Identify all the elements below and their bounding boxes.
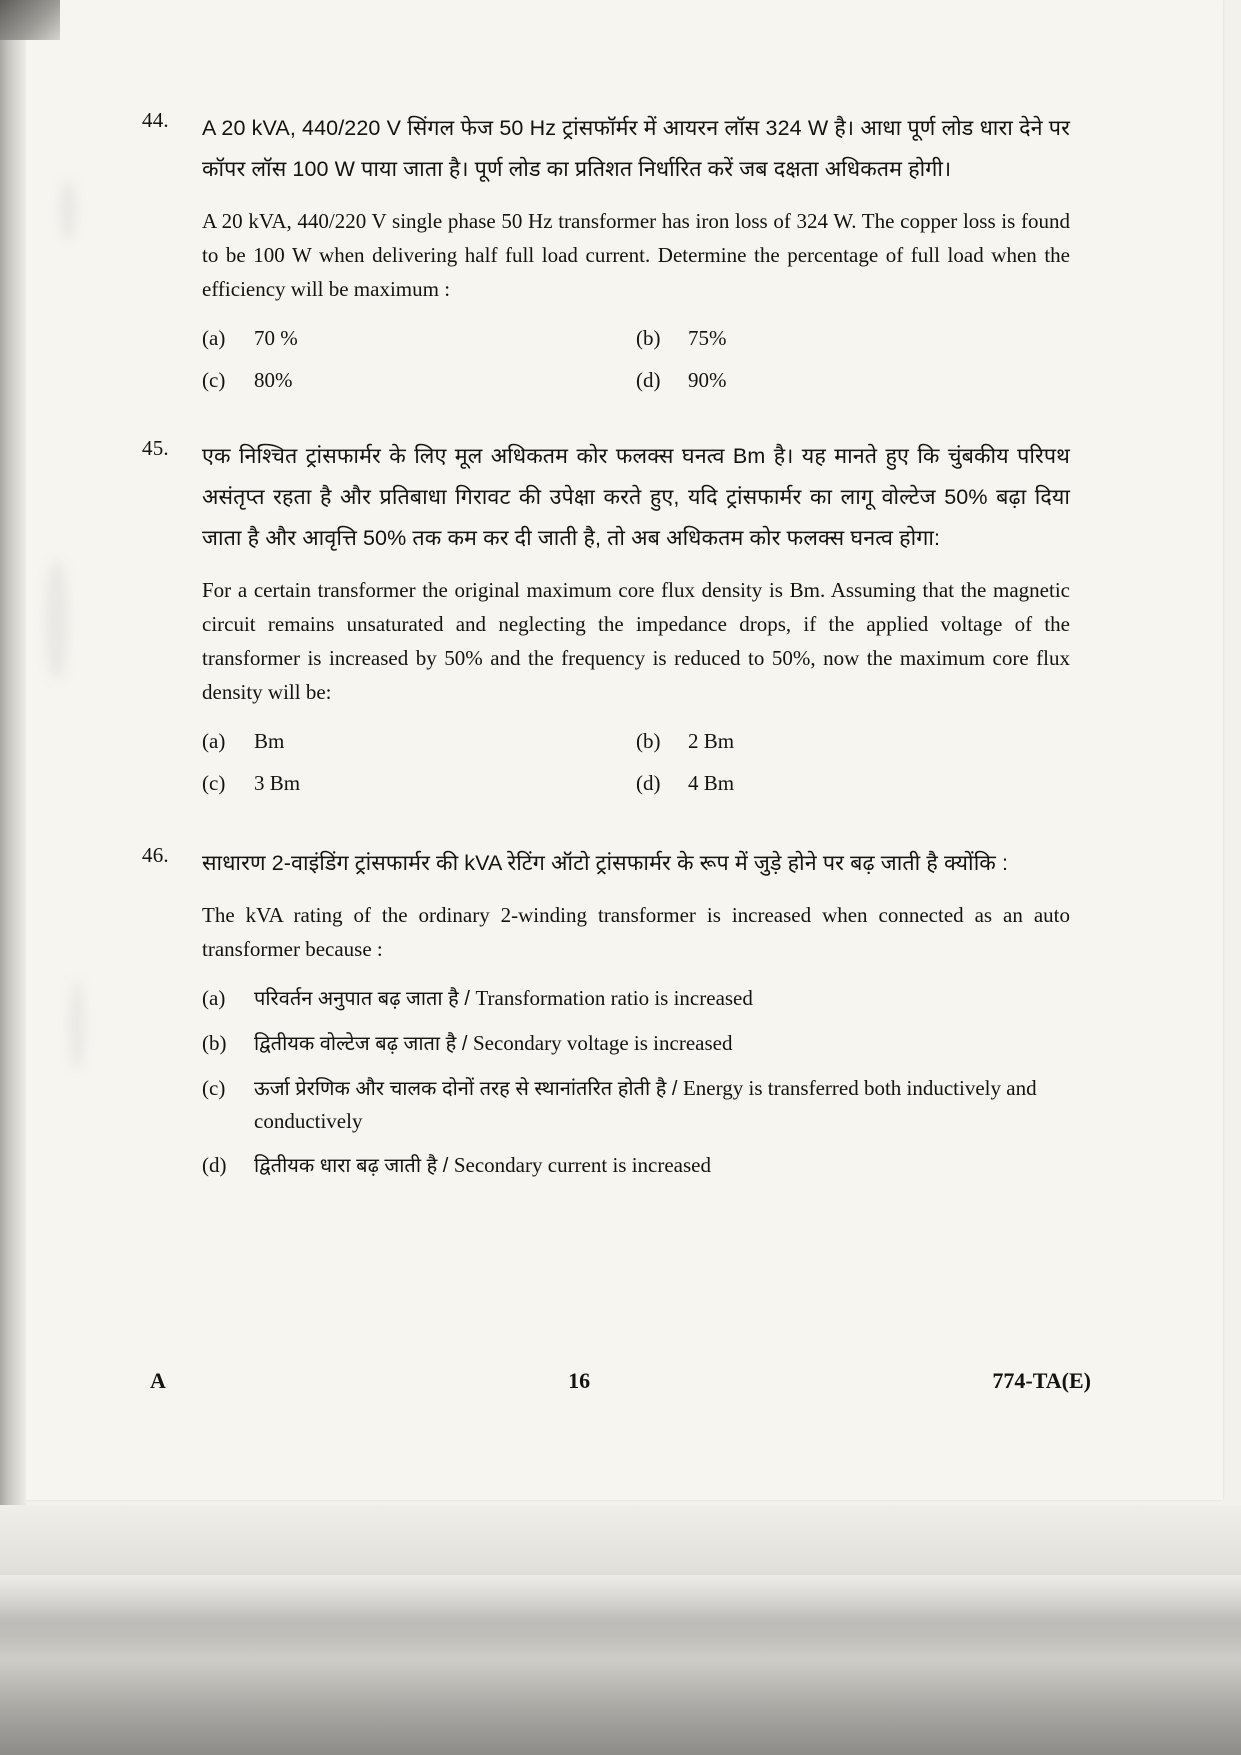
option-grid bbox=[202, 322, 1070, 396]
option-a[interactable] bbox=[202, 982, 1070, 1015]
option-c[interactable] bbox=[202, 1072, 1070, 1137]
question-number: 44. bbox=[142, 108, 169, 132]
option-text: Bm bbox=[254, 729, 285, 753]
booklet-set-code: A bbox=[150, 1368, 166, 1393]
paper-smudge bbox=[70, 980, 84, 1070]
option-text: 70 % bbox=[254, 326, 298, 350]
option-text-english: Secondary current is increased bbox=[453, 1153, 711, 1177]
option-b[interactable] bbox=[202, 1027, 1070, 1060]
option-text bbox=[254, 1027, 1070, 1060]
option-d[interactable] bbox=[202, 1149, 1070, 1182]
option-label: (b) bbox=[636, 326, 661, 350]
option-a[interactable] bbox=[202, 725, 636, 757]
option-list bbox=[202, 982, 1070, 1182]
paper-smudge bbox=[60, 180, 76, 240]
page-corner-shadow bbox=[0, 0, 60, 40]
question-text-english: For a certain transformer the original maximum core flux density is Bm. Assuming that the magnetic circuit remains unsaturated and neglecting the impedance drops, if the applied voltage of the transformer is increased by 50% and the frequency is reduced to 50%, now the maximum core flux density will be: bbox=[202, 578, 1070, 704]
option-label: (c) bbox=[202, 1076, 226, 1100]
option-label: (d) bbox=[636, 771, 661, 795]
option-label: (b) bbox=[636, 729, 661, 753]
option-row bbox=[202, 767, 1070, 799]
question-45 bbox=[142, 436, 1070, 799]
question-number: 46. bbox=[142, 843, 169, 867]
page-footer bbox=[150, 1368, 1091, 1394]
option-row bbox=[202, 725, 1070, 757]
option-text-hindi: द्वितीयक धारा बढ़ जाती है / bbox=[254, 1155, 454, 1177]
paper-code: 774-TA(E) bbox=[992, 1368, 1091, 1393]
option-text-hindi: ऊर्जा प्रेरणिक और चालक दोनों तरह से स्थानांतरित होती है / bbox=[254, 1078, 683, 1100]
option-text bbox=[254, 982, 1070, 1015]
page-left-edge-shadow bbox=[0, 0, 26, 1755]
option-text-english: Energy is transferred both inductively and conductively bbox=[254, 1076, 1037, 1133]
question-text-hindi: साधारण 2-वाइंडिंग ट्रांसफार्मर की kVA रेटिंग ऑटो ट्रांसफार्मर के रूप में जुड़े होने पर बढ़ जाती है क्योंकि : bbox=[202, 851, 1009, 875]
question-body bbox=[202, 843, 1070, 1182]
option-d[interactable] bbox=[636, 364, 1070, 396]
page-number: 16 bbox=[568, 1368, 591, 1393]
question-number: 45. bbox=[142, 436, 169, 460]
option-grid bbox=[202, 725, 1070, 799]
option-b[interactable] bbox=[636, 322, 1070, 354]
option-c[interactable] bbox=[202, 767, 636, 799]
option-label: (c) bbox=[202, 368, 226, 392]
option-label: (a) bbox=[202, 986, 226, 1010]
option-text-english: Secondary voltage is increased bbox=[472, 1031, 733, 1055]
option-text bbox=[254, 1149, 1070, 1182]
option-d[interactable] bbox=[636, 767, 1070, 799]
question-text-hindi: A 20 kVA, 440/220 V सिंगल फेज 50 Hz ट्रांसफॉर्मर में आयरन लॉस 324 W है। आधा पूर्ण लोड धारा देने पर कॉपर लॉस 100 W पाया जाता है। पूर्ण लोड का प्रतिशत निर्धारित करें जब दक्षता अधिकतम होगी। bbox=[202, 116, 1070, 181]
option-label: (c) bbox=[202, 771, 226, 795]
question-text-english: A 20 kVA, 440/220 V single phase 50 Hz transformer has iron loss of 324 W. The copper loss is found to be 100 W when delivering half full load current. Determine the percentage of full load when the efficiency will be maximum : bbox=[202, 209, 1070, 301]
option-text bbox=[254, 1072, 1070, 1137]
question-body bbox=[202, 436, 1070, 799]
option-text-hindi: परिवर्तन अनुपात बढ़ जाता है / bbox=[254, 988, 476, 1010]
option-row bbox=[202, 322, 1070, 354]
option-b[interactable] bbox=[636, 725, 1070, 757]
option-text: 2 Bm bbox=[688, 729, 735, 753]
option-text: 90% bbox=[688, 368, 727, 392]
question-text-english: The kVA rating of the ordinary 2-winding transformer is increased when connected as an auto transformer because : bbox=[202, 903, 1070, 961]
option-label: (a) bbox=[202, 326, 226, 350]
page-bottom-sheen bbox=[0, 1575, 1241, 1635]
option-label: (d) bbox=[636, 368, 661, 392]
question-44 bbox=[142, 108, 1070, 396]
paper-smudge bbox=[46, 560, 68, 680]
option-label: (d) bbox=[202, 1153, 227, 1177]
option-text: 3 Bm bbox=[254, 771, 301, 795]
option-text: 80% bbox=[254, 368, 293, 392]
option-label: (a) bbox=[202, 729, 226, 753]
option-text-hindi: द्वितीयक वोल्टेज बढ़ जाता है / bbox=[254, 1033, 473, 1055]
option-text: 75% bbox=[688, 326, 727, 350]
option-label: (b) bbox=[202, 1031, 227, 1055]
question-46 bbox=[142, 843, 1070, 1182]
option-text-english: Transformation ratio is increased bbox=[475, 986, 753, 1010]
question-text-hindi: एक निश्चित ट्रांसफार्मर के लिए मूल अधिकतम कोर फलक्स घनत्व Bm है। यह मानते हुए कि चुंबकीय परिपथ असंतृप्त रहता है और प्रतिबाधा गिरावट की उपेक्षा करते हुए, यदि ट्रांसफार्मर का लागू वोल्टेज 50% बढ़ा दिया जाता है और आवृत्ति 50% तक कम कर दी जाती है, तो अब अधिकतम कोर फलक्स घनत्व होगा: bbox=[202, 444, 1070, 550]
option-text: 4 Bm bbox=[688, 771, 735, 795]
question-body bbox=[202, 108, 1070, 396]
option-a[interactable] bbox=[202, 322, 636, 354]
option-c[interactable] bbox=[202, 364, 636, 396]
questions-container bbox=[142, 108, 1070, 1216]
option-row bbox=[202, 364, 1070, 396]
